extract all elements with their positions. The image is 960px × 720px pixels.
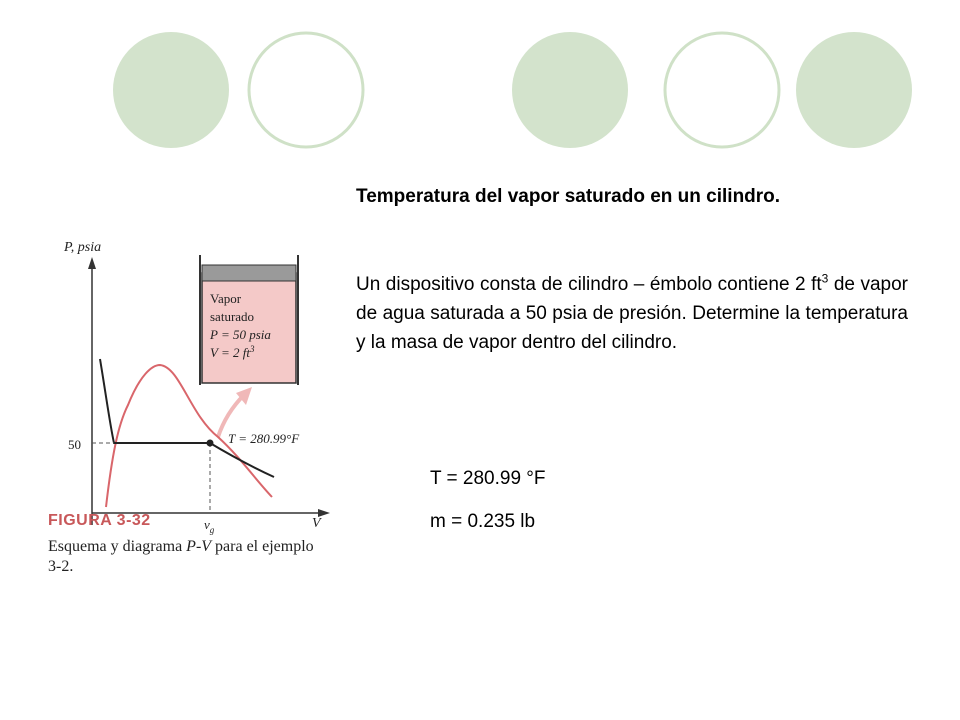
problem-text-part1: Un dispositivo consta de cilindro – émbolo contiene 2 ft	[356, 274, 822, 295]
decor-circle-filled-3	[796, 32, 912, 148]
figure-caption	[48, 537, 318, 577]
answer-temperature: T = 280.99 °F	[430, 468, 546, 489]
box-volume-text: V = 2 ft	[210, 345, 250, 360]
problem-superscript: 3	[821, 271, 829, 286]
temperature-label: T = 280.99°F	[228, 431, 300, 446]
answer-mass: m = 0.235 lb	[430, 511, 536, 532]
decor-circle-outline-1	[249, 33, 363, 147]
x-axis-label: V	[312, 516, 321, 531]
box-text-saturado: saturado	[210, 309, 255, 324]
vg-subscript: g	[209, 525, 215, 535]
problem-text-part2: de vapor de agua saturada a 50 psia de presión. Determine la temperatura y la masa de vapor dentro del cilindro.	[356, 274, 908, 353]
cylinder-piston	[202, 265, 296, 281]
decor-circle-filled-2	[512, 32, 628, 148]
box-volume-sup: 3	[249, 344, 255, 354]
pressure-tick-label: 50	[68, 437, 81, 452]
slide-title: Temperatura del vapor saturado en un cilindro.	[356, 186, 781, 207]
y-axis-arrow	[88, 257, 96, 269]
figure-number: FIGURA 3-32	[48, 512, 151, 529]
vg-letter: v	[204, 517, 210, 532]
box-text-volume	[210, 344, 255, 360]
vg-label	[204, 517, 215, 535]
caption-part1: Esquema y diagrama	[48, 538, 187, 555]
decorative-circles	[0, 0, 960, 170]
problem-statement	[356, 270, 908, 357]
state-point	[207, 440, 214, 447]
y-axis-label: P, psia	[64, 240, 102, 255]
decor-circle-filled-1	[113, 32, 229, 148]
caption-part2: para el ejemplo 3-2.	[48, 538, 314, 575]
decor-circle-outline-2	[665, 33, 779, 147]
box-text-vapor: Vapor	[210, 291, 242, 306]
caption-italic: P-V	[186, 538, 212, 555]
box-text-pressure: P = 50 psia	[210, 327, 271, 342]
